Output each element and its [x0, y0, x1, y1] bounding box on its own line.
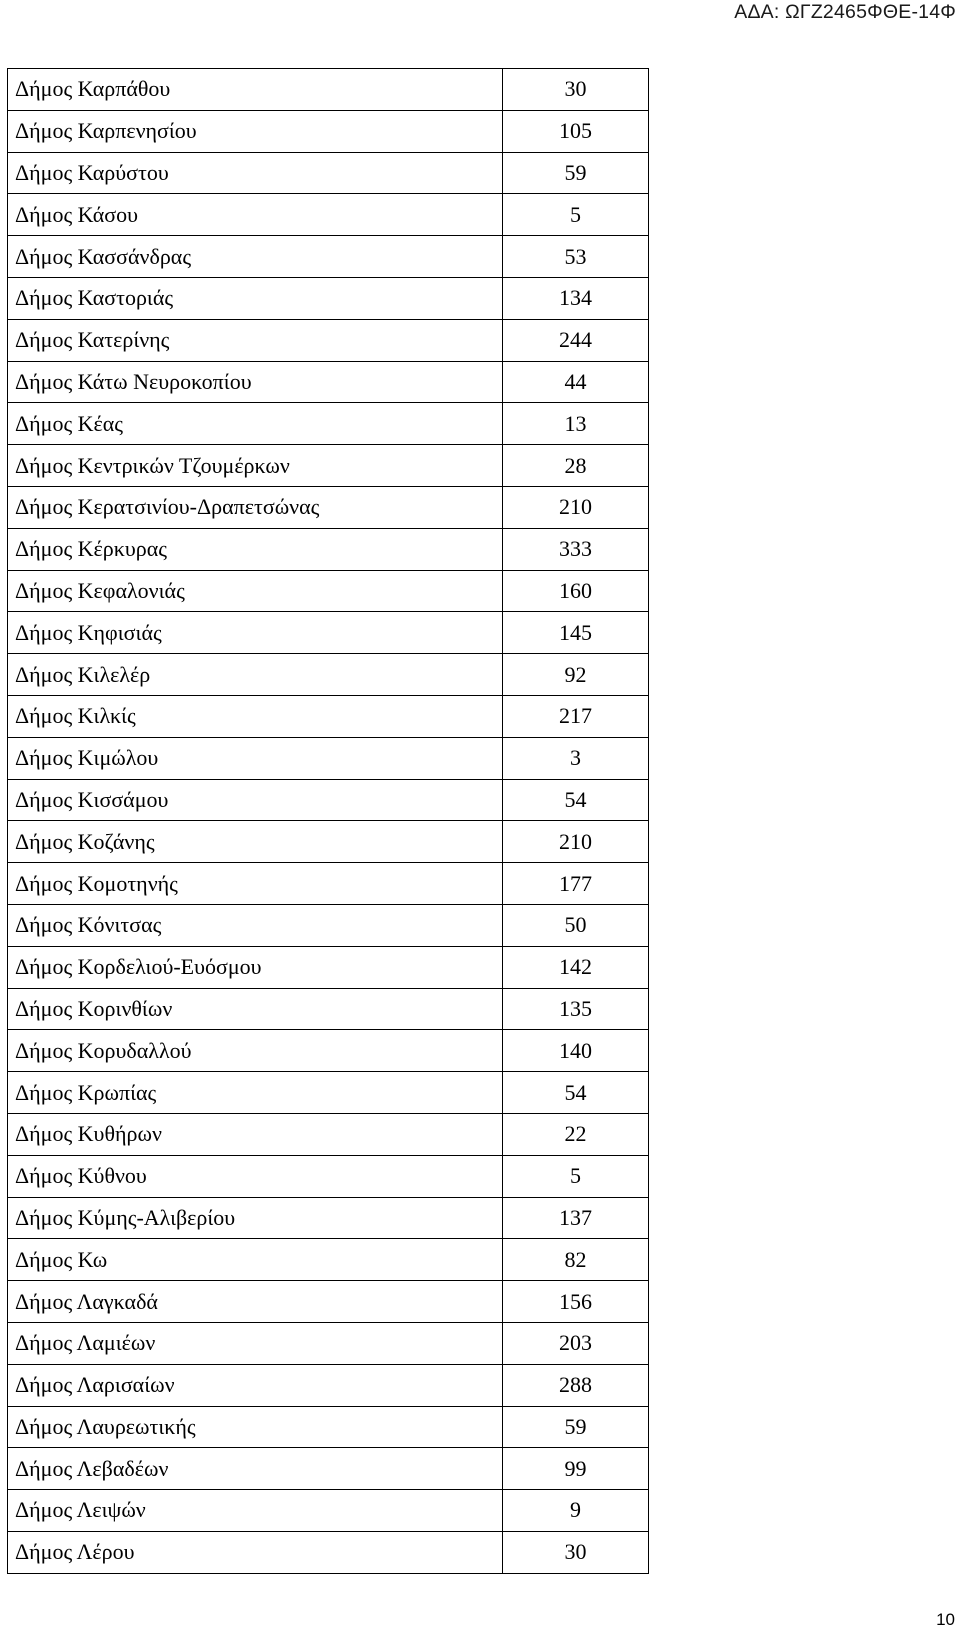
municipality-table-body: [8, 69, 649, 1574]
table-row: [8, 403, 649, 445]
municipality-count-cell: 210: [503, 486, 649, 528]
table-row: [8, 695, 649, 737]
municipality-name-cell: Δήμος Λαγκαδά: [8, 1281, 503, 1323]
table-row: [8, 1448, 649, 1490]
municipality-name-cell: Δήμος Λεβαδέων: [8, 1448, 503, 1490]
municipality-count-cell: 50: [503, 904, 649, 946]
municipality-name-cell: Δήμος Λειψών: [8, 1490, 503, 1532]
table-row: [8, 737, 649, 779]
municipality-count-cell: 160: [503, 570, 649, 612]
table-row: [8, 1239, 649, 1281]
municipality-count-cell: 177: [503, 863, 649, 905]
ada-code-header: ΑΔΑ: ΩΓΖ2465ΦΘΕ-14Φ: [734, 1, 956, 23]
table-row: [8, 1322, 649, 1364]
municipality-name-cell: Δήμος Καρπάθου: [8, 69, 503, 111]
municipality-name-cell: Δήμος Λαυρεωτικής: [8, 1406, 503, 1448]
municipality-name-cell: Δήμος Λαμιέων: [8, 1322, 503, 1364]
municipality-name-cell: Δήμος Κομοτηνής: [8, 863, 503, 905]
municipality-name-cell: Δήμος Κιλκίς: [8, 695, 503, 737]
table-row: [8, 69, 649, 111]
table-row: [8, 1406, 649, 1448]
municipality-name-cell: Δήμος Κερατσινίου-Δραπετσώνας: [8, 486, 503, 528]
municipality-name-cell: Δήμος Κάτω Νευροκοπίου: [8, 361, 503, 403]
table-row: [8, 110, 649, 152]
table-row: [8, 1281, 649, 1323]
municipality-name-cell: Δήμος Κάσου: [8, 194, 503, 236]
municipality-count-cell: 244: [503, 319, 649, 361]
municipality-count-cell: 137: [503, 1197, 649, 1239]
municipality-name-cell: Δήμος Κεντρικών Τζουμέρκων: [8, 445, 503, 487]
municipality-count-cell: 30: [503, 69, 649, 111]
table-row: [8, 1155, 649, 1197]
municipality-count-cell: 53: [503, 236, 649, 278]
municipality-name-cell: Δήμος Κισσάμου: [8, 779, 503, 821]
municipality-count-cell: 333: [503, 528, 649, 570]
municipality-name-cell: Δήμος Κέρκυρας: [8, 528, 503, 570]
table-row: [8, 1030, 649, 1072]
municipality-count-cell: 156: [503, 1281, 649, 1323]
table-row: [8, 319, 649, 361]
municipality-name-cell: Δήμος Κεφαλονιάς: [8, 570, 503, 612]
table-row: [8, 1113, 649, 1155]
municipality-name-cell: Δήμος Κω: [8, 1239, 503, 1281]
municipality-name-cell: Δήμος Κυθήρων: [8, 1113, 503, 1155]
table-row: [8, 486, 649, 528]
municipality-count-cell: 203: [503, 1322, 649, 1364]
municipality-name-cell: Δήμος Λέρου: [8, 1531, 503, 1573]
municipality-name-cell: Δήμος Κορδελιού-Ευόσμου: [8, 946, 503, 988]
municipality-name-cell: Δήμος Κοζάνης: [8, 821, 503, 863]
municipality-count-cell: 140: [503, 1030, 649, 1072]
municipality-name-cell: Δήμος Καστοριάς: [8, 277, 503, 319]
table-row: [8, 236, 649, 278]
municipality-count-cell: 59: [503, 1406, 649, 1448]
municipality-name-cell: Δήμος Κασσάνδρας: [8, 236, 503, 278]
table-row: [8, 570, 649, 612]
municipality-count-cell: 99: [503, 1448, 649, 1490]
municipality-count-cell: 105: [503, 110, 649, 152]
municipality-count-cell: 142: [503, 946, 649, 988]
municipality-count-cell: 135: [503, 988, 649, 1030]
municipality-count-cell: 54: [503, 1072, 649, 1114]
table-row: [8, 1072, 649, 1114]
table-row: [8, 612, 649, 654]
municipality-name-cell: Δήμος Κύμης-Αλιβερίου: [8, 1197, 503, 1239]
municipality-count-cell: 92: [503, 654, 649, 696]
municipality-name-cell: Δήμος Κηφισιάς: [8, 612, 503, 654]
municipality-count-cell: 82: [503, 1239, 649, 1281]
municipality-count-cell: 217: [503, 695, 649, 737]
municipality-count-cell: 54: [503, 779, 649, 821]
municipality-name-cell: Δήμος Κατερίνης: [8, 319, 503, 361]
table-row: [8, 863, 649, 905]
municipality-count-cell: 134: [503, 277, 649, 319]
table-row: [8, 277, 649, 319]
municipality-count-cell: 5: [503, 194, 649, 236]
municipality-count-cell: 288: [503, 1364, 649, 1406]
municipality-count-cell: 44: [503, 361, 649, 403]
table-row: [8, 988, 649, 1030]
municipality-table: [7, 68, 649, 1574]
table-row: [8, 361, 649, 403]
table-row: [8, 946, 649, 988]
municipality-count-cell: 145: [503, 612, 649, 654]
table-row: [8, 1197, 649, 1239]
municipality-name-cell: Δήμος Κορινθίων: [8, 988, 503, 1030]
municipality-name-cell: Δήμος Καρύστου: [8, 152, 503, 194]
table-row: [8, 528, 649, 570]
municipality-name-cell: Δήμος Κρωπίας: [8, 1072, 503, 1114]
municipality-count-cell: 9: [503, 1490, 649, 1532]
municipality-name-cell: Δήμος Καρπενησίου: [8, 110, 503, 152]
table-row: [8, 821, 649, 863]
municipality-name-cell: Δήμος Κιμώλου: [8, 737, 503, 779]
municipality-count-cell: 5: [503, 1155, 649, 1197]
municipality-name-cell: Δήμος Λαρισαίων: [8, 1364, 503, 1406]
municipality-count-cell: 59: [503, 152, 649, 194]
table-row: [8, 1364, 649, 1406]
municipality-count-cell: 22: [503, 1113, 649, 1155]
municipality-table-container: [7, 68, 639, 1574]
table-row: [8, 779, 649, 821]
municipality-count-cell: 28: [503, 445, 649, 487]
table-row: [8, 194, 649, 236]
municipality-name-cell: Δήμος Κέας: [8, 403, 503, 445]
municipality-count-cell: 30: [503, 1531, 649, 1573]
table-row: [8, 904, 649, 946]
municipality-name-cell: Δήμος Κύθνου: [8, 1155, 503, 1197]
municipality-count-cell: 210: [503, 821, 649, 863]
municipality-count-cell: 3: [503, 737, 649, 779]
municipality-name-cell: Δήμος Κιλελέρ: [8, 654, 503, 696]
table-row: [8, 654, 649, 696]
table-row: [8, 1490, 649, 1532]
table-row: [8, 445, 649, 487]
page-number: 10: [936, 1610, 955, 1629]
municipality-name-cell: Δήμος Κορυδαλλού: [8, 1030, 503, 1072]
municipality-name-cell: Δήμος Κόνιτσας: [8, 904, 503, 946]
table-row: [8, 152, 649, 194]
municipality-count-cell: 13: [503, 403, 649, 445]
table-row: [8, 1531, 649, 1573]
